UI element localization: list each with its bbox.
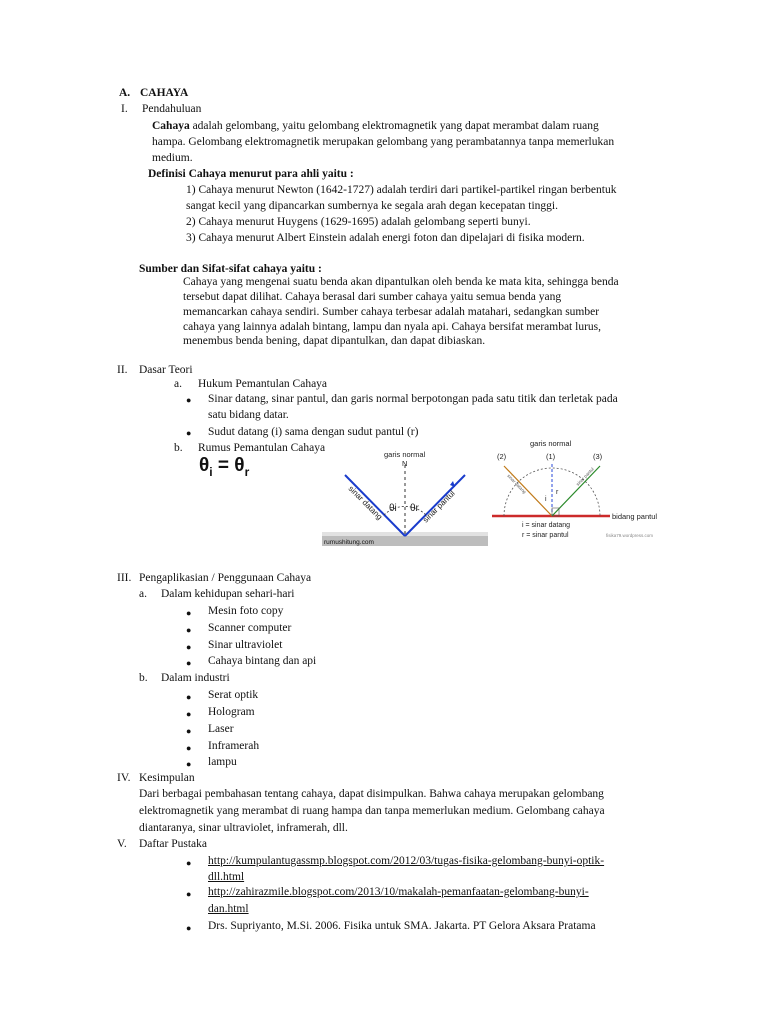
bullet-marker: ● [186,923,192,933]
definition-1-line2: sangat kecil yang dipancarkan sumbernya ke segala arah degan kecepatan tinggi. [186,200,558,212]
definition-2: 2) Cahaya menurut Huygens (1629-1695) adalah gelombang seperti bunyi. [186,216,531,228]
label-sinar-datang: sinar datang [506,473,528,495]
reference-book: Drs. Supriyanto, M.Si. 2006. Fisika untuk SMA. Jakarta. PT Gelora Aksara Pratama [208,920,596,932]
source-line1: Cahaya yang mengenai suatu benda akan dipantulkan oleh benda ke mata kita, sehingga benda [183,276,619,288]
legend-i: i = sinar datang [522,522,571,529]
list-item: Mesin foto copy [208,605,284,617]
sec3-title: Pengaplikasian / Penggunaan Cahaya [139,572,312,584]
bullet-marker: ● [186,709,192,719]
sec5-number: V. [117,838,127,850]
list-item: Inframerah [208,740,260,752]
source-line5: menembus benda bening, dapat dipantulkan, dan dapat dibiaskan. [183,335,486,347]
credit-rumushitung: rumushitung.com [324,539,374,546]
definition-heading: Definisi Cahaya menurut para ahli yaitu : [148,168,354,180]
theta-symbol: θ [199,455,210,476]
law-bullet-1-line2: satu bidang datar. [208,409,289,421]
list-item: Hologram [208,706,255,718]
equals-sign: = [212,455,235,476]
sec3-b-label: b. [139,672,148,684]
source-heading: Sumber dan Sifat-sifat cahaya yaitu : [139,263,322,275]
label-ray-1: (1) [546,452,556,461]
bullet-marker: ● [186,692,192,702]
reference-link-2[interactable]: http://zahirazmile.blogspot.com/2013/10/makalah-pemanfaatan-gelombang-bunyi- [208,886,589,898]
label-bidang-pantul: bidang pantul [612,512,658,521]
reference-link-2-cont[interactable]: dan.html [208,903,249,915]
sec1-number: I. [121,103,128,115]
sec3-number: III. [117,572,132,584]
list-item: Serat optik [208,689,259,701]
section-a-label: A. [119,87,131,99]
sec1-intro-line1 [152,119,599,135]
bullet-marker: ● [186,889,192,899]
label-ray-2: (2) [497,452,507,461]
sec4-number: IV. [117,772,131,784]
bullet-marker: ● [186,395,192,405]
bullet-marker: ● [186,759,192,769]
bullet-marker: ● [186,642,192,652]
label-theta-i: θi [389,503,397,514]
reflection-formula [199,455,250,480]
bullet-marker: ● [186,658,192,668]
bullet-marker: ● [186,726,192,736]
sec2-a-label: a. [174,378,182,390]
sec2-number: II. [117,364,128,376]
sec3-a-title: Dalam kehidupan sehari-hari [161,588,295,600]
bullet-marker: ● [186,858,192,868]
sec3-a-label: a. [139,588,147,600]
subscript-r: r [244,464,250,479]
label-ray-3: (3) [593,452,603,461]
reflection-figure-1 [322,447,488,547]
definition-3: 3) Cahaya menurut Albert Einstein adalah energi foton dan dipelajari di fisika modern. [186,232,585,244]
section-a-title: CAHAYA [140,87,189,99]
list-item: Laser [208,723,234,735]
reference-link-1-cont[interactable]: dll.html [208,871,245,883]
legend-r: r = sinar pantul [522,532,569,539]
cahaya-term: Cahaya [152,120,190,132]
sec2-title: Dasar Teori [139,364,193,376]
label-sinar-datang: sinar datang [346,484,385,522]
reflection-figure-2 [490,438,668,544]
list-item: Cahaya bintang dan api [208,655,317,667]
label-garis-normal: garis normal [530,439,572,448]
sec4-title: Kesimpulan [139,772,195,784]
label-n: N [402,459,408,468]
intro-text: adalah gelombang, yaitu gelombang elektromagnetik yang dapat merambat dalam ruang [189,120,599,132]
conclusion-line3: diantaranya, sinar ultraviolet, inframerah, dll. [139,822,348,834]
definition-1-line1: 1) Cahaya menurut Newton (1642-1727) adalah terdiri dari partikel-partikel ringan berbentuk [186,184,617,196]
reference-link-1[interactable]: http://kumpulantugassmp.blogspot.com/2012/03/tugas-fisika-gelombang-bunyi-optik- [208,855,605,867]
label-sinar-pantul: sinar pantul [575,466,595,487]
label-theta-r: θr [410,503,419,514]
list-item: Sinar ultraviolet [208,639,283,651]
sec1-intro-line2: hampa. Gelombang elektromagnetik merupakan gelombang yang perambatannya tanpa memerlukan [152,136,615,148]
label-r: r [556,489,559,496]
arrow-head [450,481,455,487]
sec5-title: Daftar Pustaka [139,838,208,850]
source-line3: memancarkan cahaya sendiri. Sumber cahaya terbesar adalah matahari, sedangkan sumber [183,306,600,318]
bullet-marker: ● [186,428,192,438]
conclusion-line1: Dari berbagai pembahasan tentang cahaya, dapat disimpulkan. Bahwa cahaya merupakan gelombang [139,788,604,800]
sec1-title: Pendahuluan [142,103,202,115]
list-item: lampu [208,756,237,768]
law-bullet-2: Sudut datang (i) sama dengan sudut pantul (r) [208,426,419,438]
conclusion-line2: elektromagnetik yang merambat di ruang hampa dan tanpa memerlukan medium. Gelombang cahaya [139,805,605,817]
bullet-marker: ● [186,608,192,618]
sec1-intro-line3: medium. [152,152,193,164]
sec2-a-title: Hukum Pemantulan Cahaya [198,378,328,390]
bullet-marker: ● [186,743,192,753]
label-i: i [545,496,547,503]
sec2-b-title: Rumus Pemantulan Cahaya [198,442,326,454]
source-line2: tersebut dapat dilihat. Cahaya berasal dari sumber cahaya yaitu semua benda yang [183,291,562,303]
credit-fisika79: fisika79.wordpress.com [606,533,654,538]
sec3-b-title: Dalam industri [161,672,230,684]
list-item: Scanner computer [208,622,292,634]
source-line4: cahaya yang lainnya adalah bintang, lampu dan nyala api. Cahaya bersifat merambat lurus, [183,321,601,333]
theta-symbol: θ [234,455,245,476]
label-sinar-pantul: sinar pantul [421,488,457,525]
label-garis-normal: garis normal [384,450,426,459]
subscript-i: i [209,464,213,479]
law-bullet-1-line1: Sinar datang, sinar pantul, dan garis normal berpotongan pada satu titik dan terletak pada [208,393,618,405]
bullet-marker: ● [186,625,192,635]
sec2-b-label: b. [174,442,183,454]
